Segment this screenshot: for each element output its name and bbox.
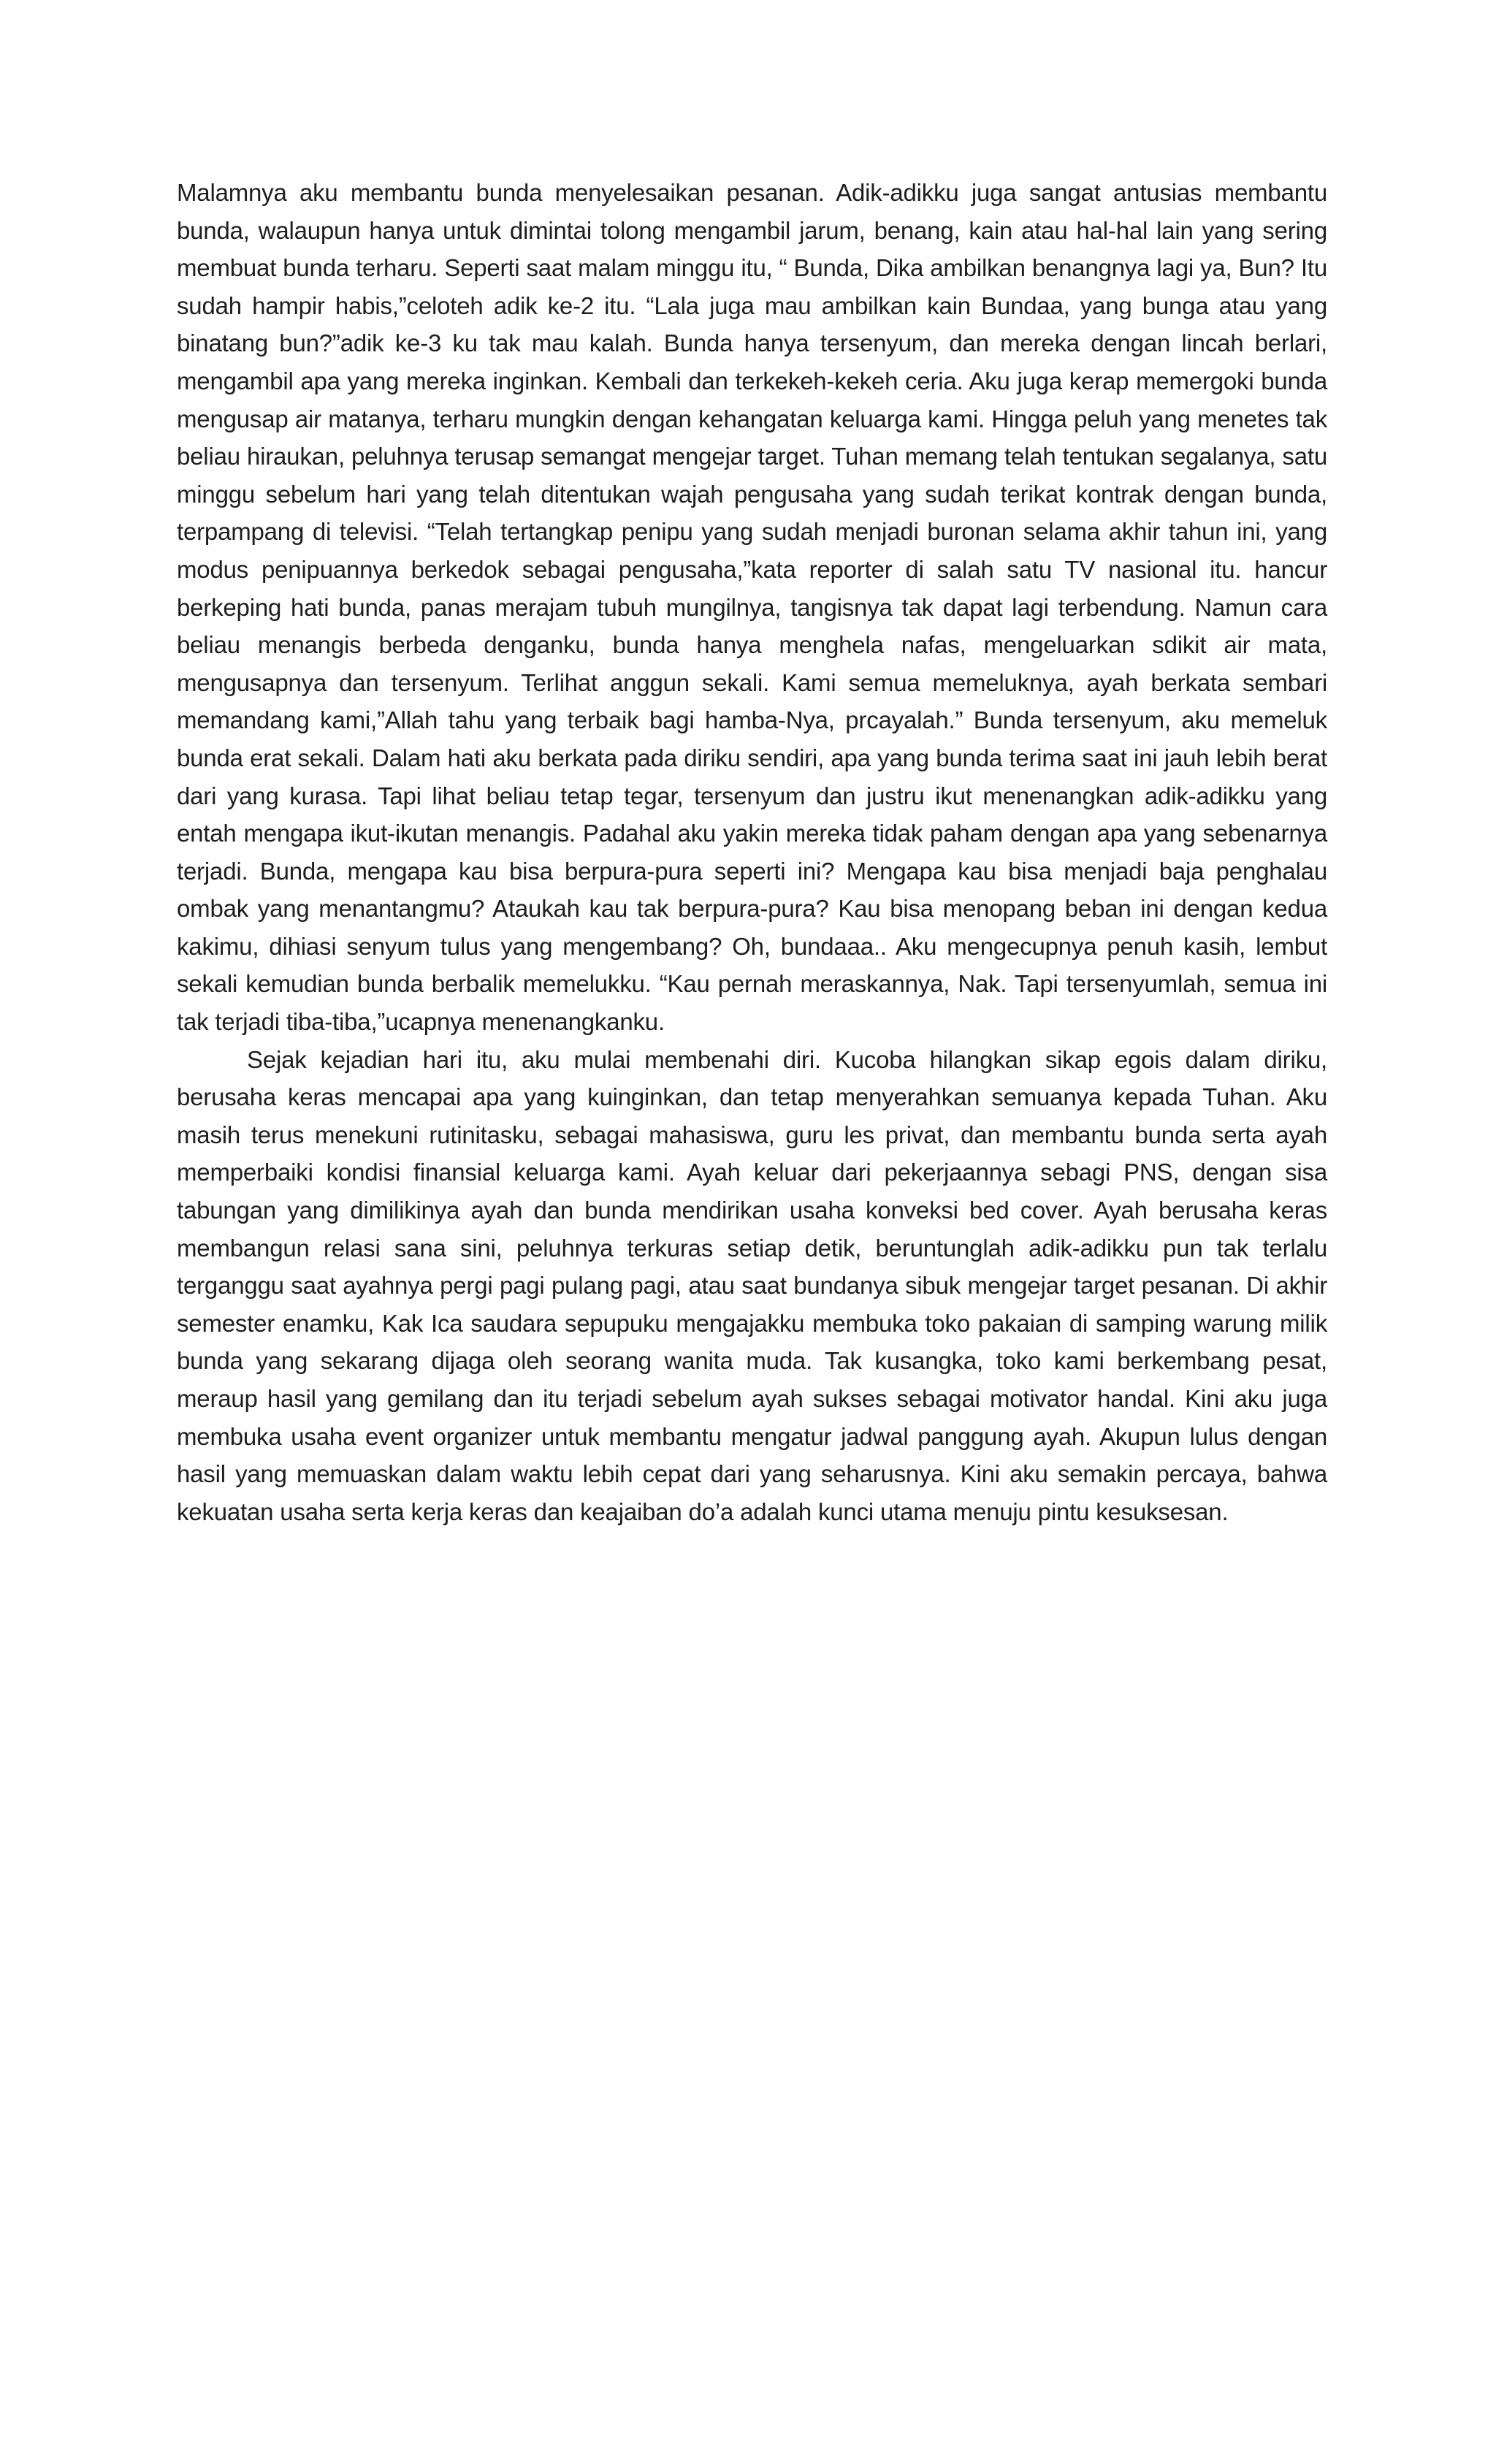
paragraph-2: Sejak kejadian hari itu, aku mulai membenahi diri. Kucoba hilangkan sikap egois dalam diriku, berusaha keras mencapai apa yang kuinginkan, dan tetap menyerahkan semuanya kepada Tuhan. Aku masih terus menekuni rutinitasku, sebagai mahasiswa, guru les privat, dan membantu bunda serta ayah memperbaiki kondisi finansial keluarga kami. Ayah keluar dari pekerjaannya sebagi PNS, dengan sisa tabungan yang dimilikinya ayah dan bunda mendirikan usaha konveksi bed cover. Ayah berusaha keras membangun relasi sana sini, peluhnya terkuras setiap detik, beruntunglah adik-adikku pun tak terlalu terganggu saat ayahnya pergi pagi pulang pagi, atau saat bundanya sibuk mengejar target pesanan. Di akhir semester enamku, Kak Ica saudara sepupuku mengajakku membuka toko pakaian di samping warung milik bunda yang sekarang dijaga oleh seorang wanita muda. Tak kusangka, toko kami berkembang pesat, meraup hasil yang gemilang dan itu terjadi sebelum ayah sukses sebagai motivator handal. Kini aku juga membuka usaha event organizer untuk membantu mengatur jadwal panggung ayah. Akupun lulus dengan hasil yang memuaskan dalam waktu lebih cepat dari yang seharusnya. Kini aku semakin percaya, bahwa kekuatan usaha serta kerja keras dan keajaiban do’a adalah kunci utama menuju pintu kesuksesan. xyxy=(177,1045,1327,1525)
body-text xyxy=(177,174,1327,1530)
paragraph-1: Malamnya aku membantu bunda menyelesaikan pesanan. Adik-adikku juga sangat antusias membantu bunda, walaupun hanya untuk dimintai tolong mengambil jarum, benang, kain atau hal-hal lain yang sering membuat bunda terharu. Seperti saat malam minggu itu, “ Bunda, Dika ambilkan benangnya lagi ya, Bun? Itu sudah hampir habis,”celoteh adik ke-2 itu. “Lala juga mau ambilkan kain Bundaa, yang bunga atau yang binatang bun?”adik ke-3 ku tak mau kalah. Bunda hanya tersenyum, dan mereka dengan lincah berlari, mengambil apa yang mereka inginkan. Kembali dan terkekeh-kekeh ceria. Aku juga kerap memergoki bunda mengusap air matanya, terharu mungkin dengan kehangatan keluarga kami. Hingga peluh yang menetes tak beliau hiraukan, peluhnya terusap semangat mengejar target. Tuhan memang telah tentukan segalanya, satu minggu sebelum hari yang telah ditentukan wajah pengusaha yang sudah terikat kontrak dengan bunda, terpampang di televisi. “Telah tertangkap penipu yang sudah menjadi buronan selama akhir tahun ini, yang modus penipuannya berkedok sebagai pengusaha,”kata reporter di salah satu TV nasional itu. hancur berkeping hati bunda, panas merajam tubuh mungilnya, tangisnya tak dapat lagi terbendung. Namun cara beliau menangis berbeda denganku, bunda hanya menghela nafas, mengeluarkan sdikit air mata, mengusapnya dan tersenyum. Terlihat anggun sekali. Kami semua memeluknya, ayah berkata sembari memandang kami,”Allah tahu yang terbaik bagi hamba-Nya, prcayalah.” Bunda tersenyum, aku memeluk bunda erat sekali. Dalam hati aku berkata pada diriku sendiri, apa yang bunda terima saat ini jauh lebih berat dari yang kurasa. Tapi lihat beliau tetap tegar, tersenyum dan justru ikut menenangkan adik-adikku yang entah mengapa ikut-ikutan menangis. Padahal aku yakin mereka tidak paham dengan apa yang sebenarnya terjadi. Bunda, mengapa kau bisa berpura-pura seperti ini? Mengapa kau bisa menjadi baja penghalau ombak yang menantangmu? Ataukah kau tak berpura-pura? Kau bisa menopang beban ini dengan kedua kakimu, dihiasi senyum tulus yang mengembang? Oh, bundaaa.. Aku mengecupnya penuh kasih, lembut sekali kemudian bunda berbalik memelukku. “Kau pernah meraskannya, Nak. Tapi tersenyumlah, semua ini tak terjadi tiba-tiba,”ucapnya menenangkanku. xyxy=(177,179,1327,1036)
